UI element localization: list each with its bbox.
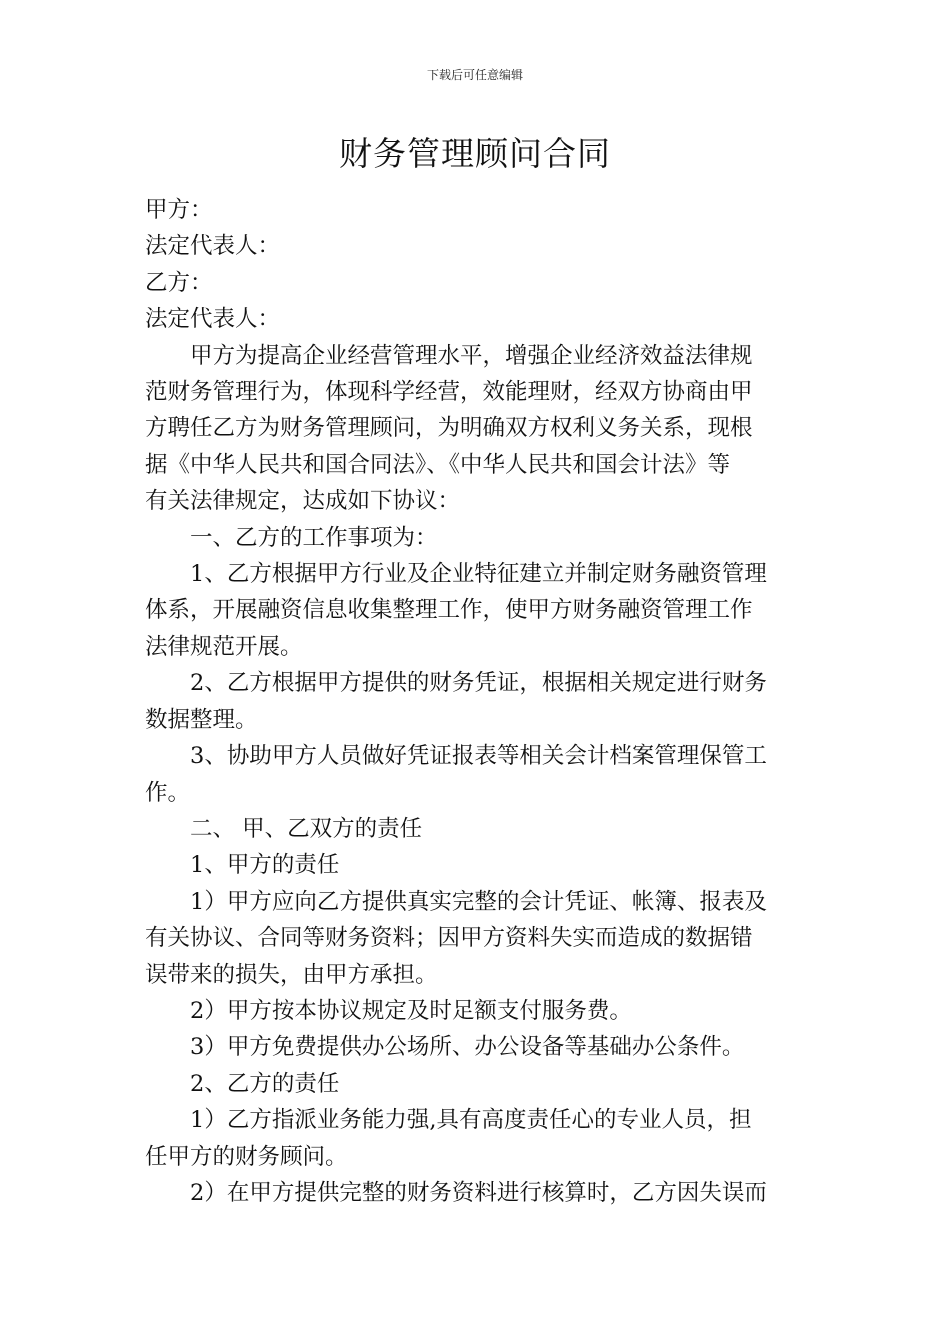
contract-line: 2、乙方的责任 [190, 1070, 340, 1097]
contract-line: 作。 [145, 779, 191, 806]
contract-line: 法定代表人： [145, 233, 281, 260]
contract-line: 法律规范开展。 [145, 633, 303, 660]
contract-line: 有关法律规定，达成如下协议： [145, 488, 461, 515]
contract-line: 据《中华人民共和国合同法》、《中华人民共和国会计法》等 [145, 451, 731, 478]
contract-line: 体系，开展融资信息收集整理工作，使甲方财务融资管理工作 [145, 597, 753, 624]
contract-line: 范财务管理行为，体现科学经营，效能理财，经双方协商由甲 [145, 379, 753, 406]
contract-line: 甲方： [145, 197, 213, 223]
header-note: 下载后可任意编辑 [426, 68, 523, 82]
contract-line: 二、 甲、乙双方的责任 [190, 815, 423, 842]
contract-line: 1）甲方应向乙方提供真实完整的会计凭证、帐簿、报表及 [190, 888, 767, 915]
contract-line: 1、甲方的责任 [190, 852, 340, 879]
contract-line: 数据整理。 [145, 706, 258, 733]
contract-line: 一、乙方的工作事项为： [190, 524, 438, 551]
contract-body [145, 192, 809, 1211]
contract-line: 2、乙方根据甲方提供的财务凭证，根据相关规定进行财务 [190, 670, 767, 697]
contract-line: 2）甲方按本协议规定及时足额支付服务费。 [190, 997, 632, 1024]
contract-line: 3）甲方免费提供办公场所、办公设备等基础办公条件。 [190, 1034, 745, 1061]
contract-line: 1、乙方根据甲方行业及企业特征建立并制定财务融资管理 [190, 561, 767, 588]
contract-line: 乙方： [145, 269, 213, 296]
contract-line: 2）在甲方提供完整的财务资料进行核算时，乙方因失误而 [190, 1179, 767, 1206]
contract-line: 甲方为提高企业经营管理水平，增强企业经济效益法律规 [190, 342, 753, 369]
contract-line: 误带来的损失，由甲方承担。 [145, 961, 438, 988]
contract-line: 3、协助甲方人员做好凭证报表等相关会计档案管理保管工 [190, 743, 767, 770]
contract-line: 1）乙方指派业务能力强,具有高度责任心的专业人员，担 [190, 1107, 752, 1134]
contract-line: 法定代表人： [145, 306, 281, 333]
contract-line: 有关协议、合同等财务资料；因甲方资料失实而造成的数据错 [145, 925, 753, 952]
contract-line: 方聘任乙方为财务管理顾问，为明确双方权利义务关系，现根 [145, 415, 753, 442]
document-title: 财务管理顾问合同 [339, 134, 611, 173]
contract-line: 任甲方的财务顾问。 [145, 1143, 348, 1170]
